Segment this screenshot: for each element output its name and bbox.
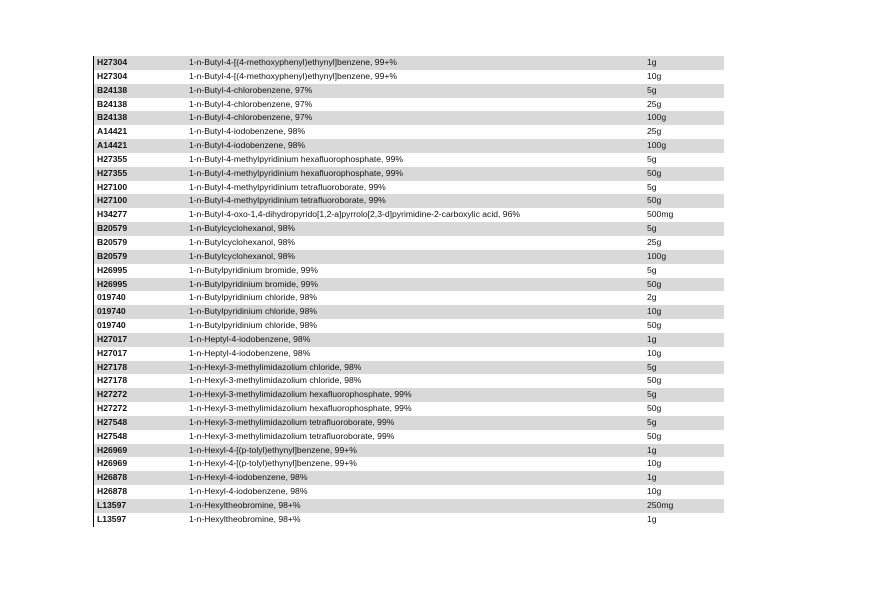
- product-code: H27017: [97, 347, 128, 358]
- product-description: 1-n-Hexyl-3-methylimidazolium hexafluorophosphate, 99%: [189, 403, 412, 414]
- table-row: [94, 305, 724, 319]
- table-row: [94, 208, 724, 222]
- product-code: L13597: [97, 513, 127, 524]
- product-size: 50g: [647, 278, 662, 289]
- table-row: [94, 513, 724, 527]
- table-row: [94, 416, 724, 430]
- product-size: 100g: [647, 140, 667, 151]
- product-code: H27272: [97, 403, 128, 414]
- product-code: H27304: [97, 70, 128, 81]
- product-code: H27100: [97, 181, 128, 192]
- product-code: A14421: [97, 126, 128, 137]
- product-code: H34277: [97, 209, 128, 220]
- product-size: 50g: [647, 320, 662, 331]
- table-row: [94, 319, 724, 333]
- product-size: 100g: [647, 112, 667, 123]
- product-description: 1-n-Butylcyclohexanol, 98%: [189, 236, 296, 247]
- product-description: 1-n-Hexyl-4-iodobenzene, 98%: [189, 472, 308, 483]
- product-size: 25g: [647, 126, 662, 137]
- table-row: [94, 139, 724, 153]
- product-size: 25g: [647, 236, 662, 247]
- product-code: H27272: [97, 389, 128, 400]
- product-code: H27017: [97, 333, 128, 344]
- product-description: 1-n-Butyl-4-iodobenzene, 98%: [189, 140, 306, 151]
- product-size: 5g: [647, 389, 657, 400]
- product-description: 1-n-Butylpyridinium chloride, 98%: [189, 320, 318, 331]
- product-description: 1-n-Butylpyridinium chloride, 98%: [189, 306, 318, 317]
- table-row: [94, 291, 724, 305]
- table-row: [94, 457, 724, 471]
- product-code: H26878: [97, 472, 128, 483]
- table-row: [94, 84, 724, 98]
- table-row: [94, 361, 724, 375]
- product-size: 1g: [647, 513, 657, 524]
- product-description: 1-n-Hexyl-4-iodobenzene, 98%: [189, 486, 308, 497]
- table-row: [94, 333, 724, 347]
- table-row: [94, 194, 724, 208]
- product-code: H27548: [97, 416, 128, 427]
- product-size: 10g: [647, 458, 662, 469]
- product-code: B20579: [97, 223, 128, 234]
- product-size: 500mg: [647, 209, 674, 220]
- product-description: 1-n-Hexyl-3-methylimidazolium chloride, 98%: [189, 375, 362, 386]
- product-description: 1-n-Butyl-4-chlorobenzene, 97%: [189, 112, 313, 123]
- product-size: 10g: [647, 306, 662, 317]
- product-code: B24138: [97, 112, 128, 123]
- product-description: 1-n-Butyl-4-[(4-methoxyphenyl)ethynyl]benzene, 99+%: [189, 70, 398, 81]
- table-row: [94, 153, 724, 167]
- table-row: [94, 56, 724, 70]
- product-code: H26878: [97, 486, 128, 497]
- table-row: [94, 278, 724, 292]
- table-row: [94, 70, 724, 84]
- table-row: [94, 388, 724, 402]
- product-size: 5g: [647, 223, 657, 234]
- product-description: 1-n-Butylpyridinium bromide, 99%: [189, 264, 318, 275]
- product-code: H27178: [97, 361, 128, 372]
- product-size: 5g: [647, 84, 657, 95]
- product-code: H26969: [97, 458, 128, 469]
- product-size: 10g: [647, 486, 662, 497]
- product-size: 50g: [647, 403, 662, 414]
- product-description: 1-n-Butyl-4-methylpyridinium hexafluorophosphate, 99%: [189, 153, 404, 164]
- product-size: 25g: [647, 98, 662, 109]
- product-size: 50g: [647, 195, 662, 206]
- table-row: [94, 111, 724, 125]
- product-description: 1-n-Butylcyclohexanol, 98%: [189, 223, 296, 234]
- product-size: 10g: [647, 70, 662, 81]
- product-code: B20579: [97, 236, 128, 247]
- product-description: 1-n-Hexyl-4-[(p-tolyl)ethynyl]benzene, 99+%: [189, 458, 357, 469]
- product-code: H27548: [97, 430, 128, 441]
- product-size: 2g: [647, 292, 657, 303]
- product-description: 1-n-Hexyl-4-[(p-tolyl)ethynyl]benzene, 99+%: [189, 444, 357, 455]
- product-size: 5g: [647, 361, 657, 372]
- product-description: 1-n-Butyl-4-methylpyridinium tetrafluoroborate, 99%: [189, 181, 386, 192]
- product-description: 1-n-Hexyltheobromine, 98+%: [189, 513, 301, 524]
- product-description: 1-n-Butylcyclohexanol, 98%: [189, 250, 296, 261]
- product-description: 1-n-Hexyl-3-methylimidazolium chloride, 98%: [189, 361, 362, 372]
- table-row: [94, 167, 724, 181]
- product-description: 1-n-Heptyl-4-iodobenzene, 98%: [189, 333, 311, 344]
- product-description: 1-n-Butyl-4-methylpyridinium tetrafluoroborate, 99%: [189, 195, 386, 206]
- table-row: [94, 125, 724, 139]
- product-size: 1g: [647, 472, 657, 483]
- product-code: L13597: [97, 500, 127, 510]
- table-row: [94, 250, 724, 264]
- product-description: 1-n-Butylpyridinium chloride, 98%: [189, 292, 318, 303]
- product-code: H27355: [97, 153, 128, 164]
- product-code: H27355: [97, 167, 128, 178]
- product-description: 1-n-Butyl-4-methylpyridinium hexafluorophosphate, 99%: [189, 167, 404, 178]
- product-table: [93, 56, 724, 527]
- product-description: 1-n-Heptyl-4-iodobenzene, 98%: [189, 347, 311, 358]
- table-row: [94, 98, 724, 112]
- product-code: H26969: [97, 444, 128, 455]
- product-code: H27304: [97, 57, 128, 67]
- table-row: [94, 264, 724, 278]
- table-row: [94, 471, 724, 485]
- table-row: [94, 347, 724, 361]
- table-row: [94, 499, 724, 513]
- product-code: B20579: [97, 250, 128, 261]
- table-row: [94, 236, 724, 250]
- product-size: 50g: [647, 430, 662, 441]
- product-size: 50g: [647, 375, 662, 386]
- product-description: 1-n-Hexyl-3-methylimidazolium hexafluorophosphate, 99%: [189, 389, 412, 400]
- product-description: 1-n-Hexyltheobromine, 98+%: [189, 500, 301, 510]
- product-size: 1g: [647, 444, 657, 455]
- table-row: [94, 402, 724, 416]
- table-row: [94, 485, 724, 499]
- product-size: 5g: [647, 181, 657, 192]
- product-size: 5g: [647, 153, 657, 164]
- product-description: 1-n-Hexyl-3-methylimidazolium tetrafluoroborate, 99%: [189, 416, 395, 427]
- product-size: 10g: [647, 347, 662, 358]
- product-code: B24138: [97, 84, 128, 95]
- product-code: 019740: [97, 306, 126, 317]
- product-code: 019740: [97, 320, 126, 331]
- product-description: 1-n-Butyl-4-oxo-1,4-dihydropyrido[1,2-a]pyrrolo[2,3-d]pyrimidine-2-carboxylic acid, 96%: [189, 209, 521, 220]
- product-description: 1-n-Butyl-4-iodobenzene, 98%: [189, 126, 306, 137]
- product-size: 5g: [647, 264, 657, 275]
- product-size: 50g: [647, 167, 662, 178]
- product-size: 1g: [647, 57, 657, 67]
- product-size: 5g: [647, 416, 657, 427]
- product-size: 100g: [647, 250, 667, 261]
- product-code: H26995: [97, 264, 128, 275]
- product-description: 1-n-Butyl-4-chlorobenzene, 97%: [189, 84, 313, 95]
- product-size: 250mg: [647, 500, 674, 510]
- product-code: H27100: [97, 195, 128, 206]
- table-row: [94, 181, 724, 195]
- product-code: H26995: [97, 278, 128, 289]
- table-row: [94, 444, 724, 458]
- product-code: A14421: [97, 140, 128, 151]
- product-description: 1-n-Hexyl-3-methylimidazolium tetrafluoroborate, 99%: [189, 430, 395, 441]
- product-code: 019740: [97, 292, 126, 303]
- table-row: [94, 374, 724, 388]
- product-size: 1g: [647, 333, 657, 344]
- table-row: [94, 222, 724, 236]
- product-code: B24138: [97, 98, 128, 109]
- product-description: 1-n-Butyl-4-[(4-methoxyphenyl)ethynyl]benzene, 99+%: [189, 57, 398, 67]
- table-row: [94, 430, 724, 444]
- product-description: 1-n-Butylpyridinium bromide, 99%: [189, 278, 318, 289]
- product-code: H27178: [97, 375, 128, 386]
- product-description: 1-n-Butyl-4-chlorobenzene, 97%: [189, 98, 313, 109]
